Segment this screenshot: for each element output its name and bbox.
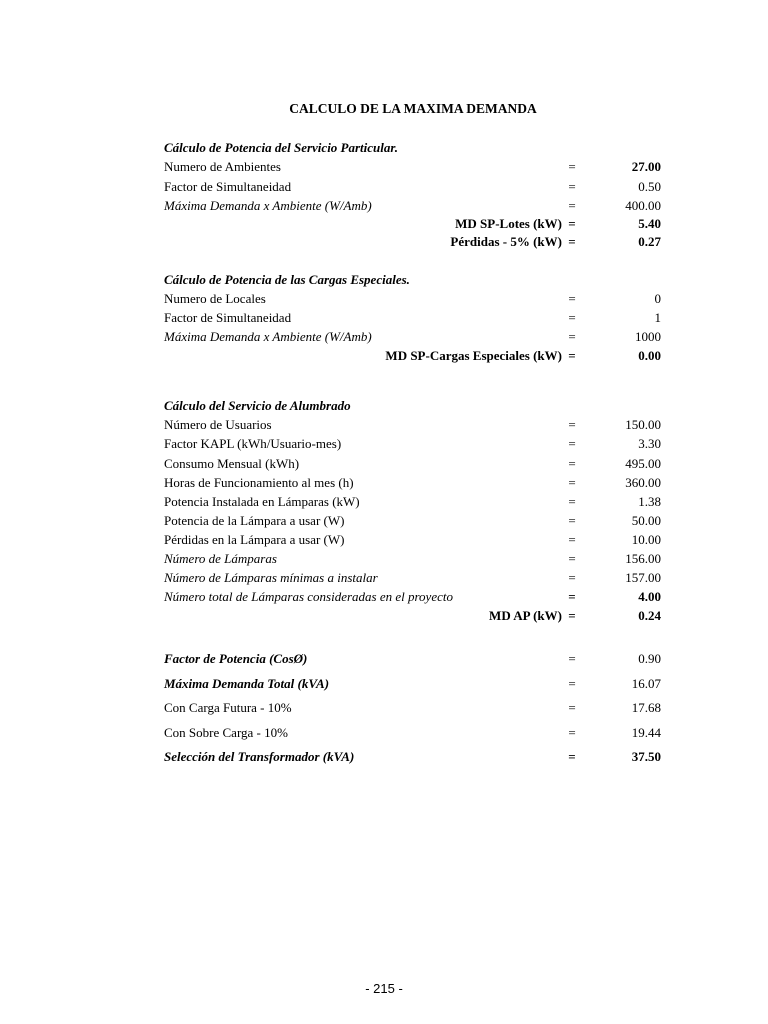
row-value: 360.00 [625, 475, 661, 490]
row-label: Número de Lámparas [164, 551, 277, 566]
row-label: Numero de Ambientes [164, 159, 281, 174]
row-label: Factor de Potencia (CosØ) [164, 651, 308, 666]
section-title-alumbrado: Cálculo del Servicio de Alumbrado [164, 398, 351, 413]
row-label: Factor de Simultaneidad [164, 179, 292, 194]
table-row [0, 348, 768, 366]
row-label: Máxima Demanda Total (kVA) [164, 676, 330, 691]
row-value: 19.44 [631, 725, 661, 740]
equals-sign: = [568, 198, 576, 213]
row-value: 37.50 [631, 749, 661, 764]
equals-sign: = [568, 348, 576, 363]
row-label: Pérdidas - 5% (kW) [450, 234, 562, 249]
table-row [0, 216, 768, 234]
table-row [0, 570, 768, 588]
equals-sign: = [568, 216, 576, 231]
row-value: 0.27 [638, 234, 661, 249]
equals-sign: = [568, 532, 576, 547]
table-row [0, 749, 768, 767]
row-value: 50.00 [631, 513, 661, 528]
row-label: Potencia de la Lámpara a usar (W) [164, 513, 345, 528]
table-row [0, 456, 768, 474]
table-row [0, 700, 768, 718]
equals-sign: = [568, 676, 576, 691]
table-row [0, 198, 768, 216]
row-value: 0.90 [638, 651, 661, 666]
row-value: 1.38 [638, 494, 661, 509]
table-row [0, 475, 768, 493]
row-value: 150.00 [625, 417, 661, 432]
table-row [0, 417, 768, 435]
row-label: Potencia Instalada en Lámparas (kW) [164, 494, 360, 509]
row-value: 4.00 [638, 589, 661, 604]
equals-sign: = [568, 417, 576, 432]
row-value: 400.00 [625, 198, 661, 213]
section-title-especiales: Cálculo de Potencia de las Cargas Especiales. [164, 272, 410, 287]
row-label: Factor KAPL (kWh/Usuario-mes) [164, 436, 342, 451]
table-row [0, 551, 768, 569]
row-label: Consumo Mensual (kWh) [164, 456, 300, 471]
table-row [0, 608, 768, 626]
row-value: 157.00 [625, 570, 661, 585]
page-number: - 215 - [365, 981, 403, 996]
table-row [0, 676, 768, 694]
page-title: CALCULO DE LA MAXIMA DEMANDA [289, 101, 537, 116]
row-label: Con Sobre Carga - 10% [164, 725, 288, 740]
table-row [0, 494, 768, 512]
table-row [0, 310, 768, 328]
equals-sign: = [568, 513, 576, 528]
section-title-particular: Cálculo de Potencia del Servicio Particular. [164, 140, 398, 155]
row-value: 1000 [635, 329, 661, 344]
equals-sign: = [568, 291, 576, 306]
table-row [0, 179, 768, 197]
row-label: Número de Lámparas mínimas a instalar [164, 570, 378, 585]
table-row [0, 436, 768, 454]
equals-sign: = [568, 749, 576, 764]
table-row [0, 589, 768, 607]
equals-sign: = [568, 570, 576, 585]
equals-sign: = [568, 725, 576, 740]
row-label: MD SP-Cargas Especiales (kW) [385, 348, 562, 363]
equals-sign: = [568, 494, 576, 509]
equals-sign: = [568, 436, 576, 451]
equals-sign: = [568, 456, 576, 471]
row-value: 0.00 [638, 348, 661, 363]
row-value: 0.24 [638, 608, 661, 623]
equals-sign: = [568, 310, 576, 325]
equals-sign: = [568, 234, 576, 249]
row-label: MD SP-Lotes (kW) [455, 216, 562, 231]
equals-sign: = [568, 329, 576, 344]
row-value: 16.07 [631, 676, 661, 691]
table-row [0, 651, 768, 669]
row-label: Máxima Demanda x Ambiente (W/Amb) [164, 329, 372, 344]
equals-sign: = [568, 475, 576, 490]
equals-sign: = [568, 700, 576, 715]
row-label: MD AP (kW) [489, 608, 562, 623]
table-row [0, 725, 768, 743]
equals-sign: = [568, 159, 576, 174]
row-value: 17.68 [631, 700, 661, 715]
table-row [0, 291, 768, 309]
row-label: Horas de Funcionamiento al mes (h) [164, 475, 354, 490]
row-label: Selección del Transformador (kVA) [164, 749, 355, 764]
row-label: Numero de Locales [164, 291, 266, 306]
table-row [0, 513, 768, 531]
row-label: Con Carga Futura - 10% [164, 700, 292, 715]
equals-sign: = [568, 551, 576, 566]
row-value: 5.40 [638, 216, 661, 231]
row-value: 10.00 [631, 532, 661, 547]
equals-sign: = [568, 179, 576, 194]
row-label: Factor de Simultaneidad [164, 310, 292, 325]
row-label: Máxima Demanda x Ambiente (W/Amb) [164, 198, 372, 213]
row-value: 156.00 [625, 551, 661, 566]
row-value: 1 [654, 310, 661, 325]
row-value: 495.00 [625, 456, 661, 471]
equals-sign: = [568, 589, 576, 604]
row-label: Número total de Lámparas consideradas en el proyecto [164, 589, 453, 604]
row-label: Número de Usuarios [164, 417, 272, 432]
row-value: 0.50 [638, 179, 661, 194]
row-value: 0 [654, 291, 661, 306]
table-row [0, 532, 768, 550]
table-row [0, 234, 768, 252]
row-value: 3.30 [638, 436, 661, 451]
equals-sign: = [568, 608, 576, 623]
table-row [0, 329, 768, 347]
table-row [0, 159, 768, 177]
row-value: 27.00 [631, 159, 661, 174]
equals-sign: = [568, 651, 576, 666]
row-label: Pérdidas en la Lámpara a usar (W) [164, 532, 345, 547]
